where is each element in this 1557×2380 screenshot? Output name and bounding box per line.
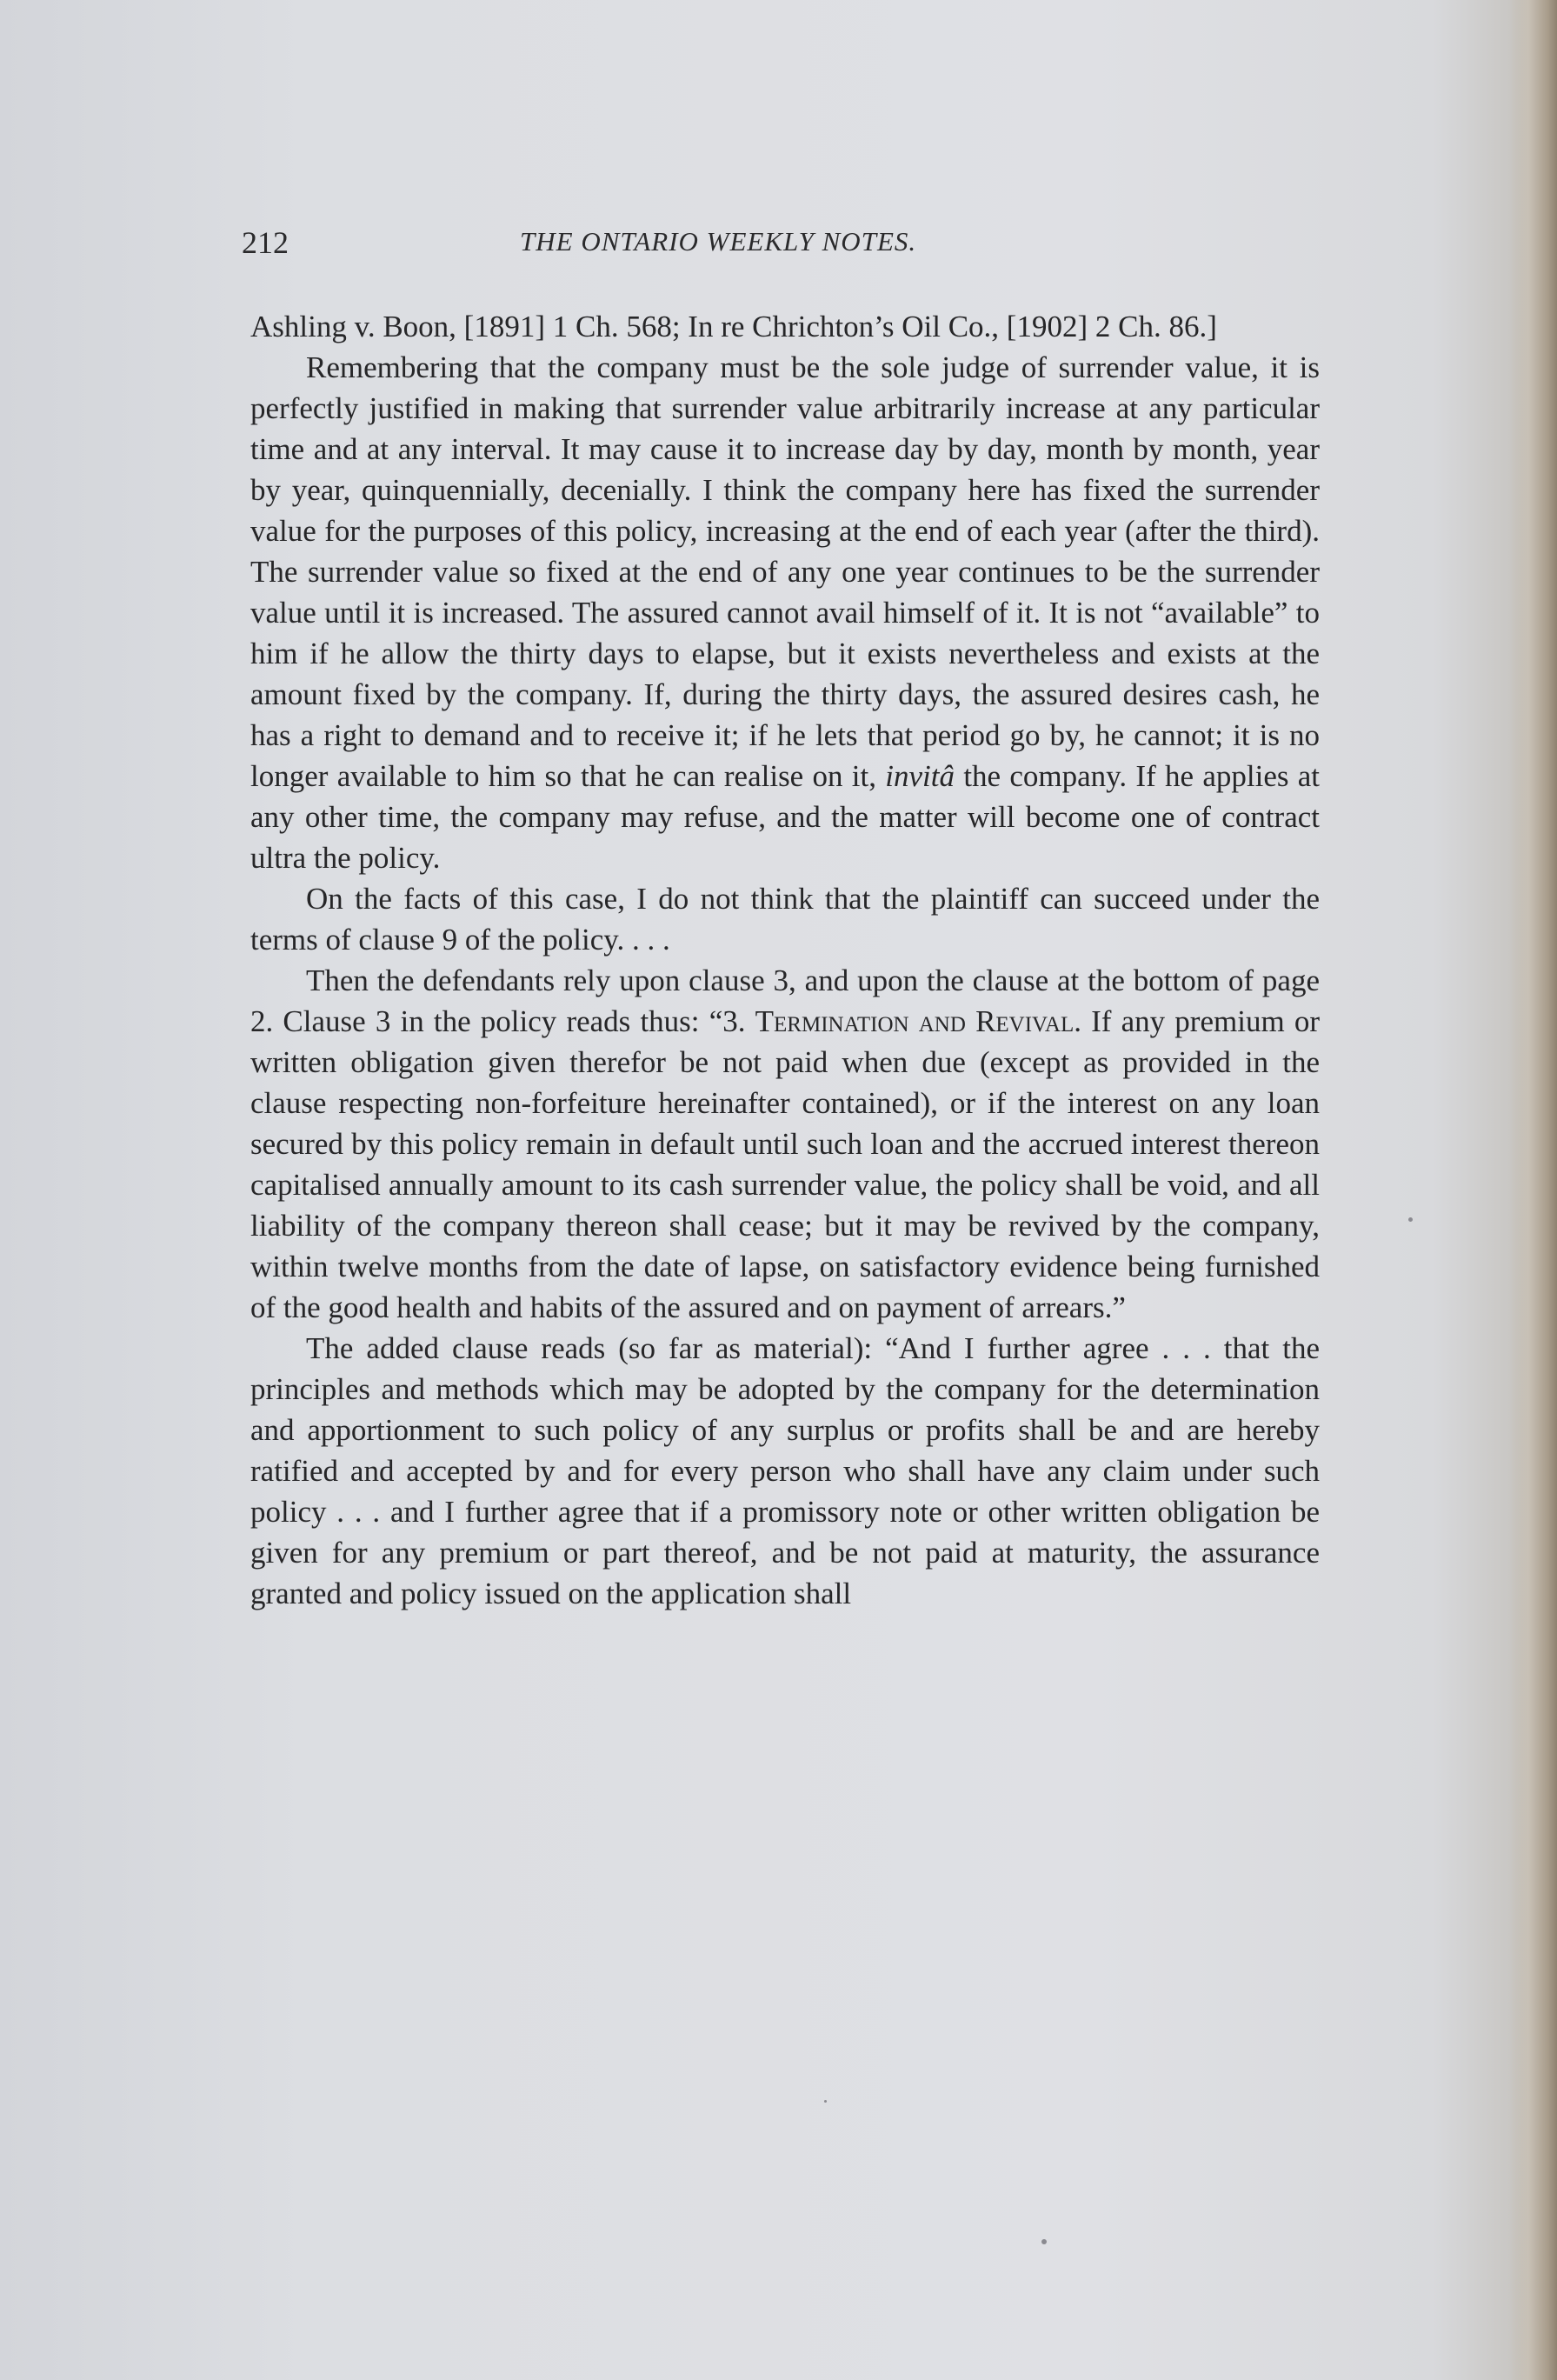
paper-speck xyxy=(1408,1217,1413,1222)
paragraph-clause-3 xyxy=(250,960,1320,1328)
running-title: THE ONTARIO WEEKLY NOTES. xyxy=(520,226,917,257)
clause-heading: Termination and Revival. xyxy=(755,1004,1081,1038)
page-number: 212 xyxy=(242,225,289,260)
paragraph-added-clause: The added clause reads (so far as material): “And I further agree . . . that the principles and methods which may be adopted by the company for the determination and apportionment to such policy of any surplus or profits shall be and are hereby ratified and accepted by and for every person who shall have any claim under such policy . . . and I further agree that if a promissory note or other written obligation be given for any premium or part thereof, and be not paid at maturity, the assurance granted and policy issued on the application shall xyxy=(250,1331,1320,1610)
page-edge-shadow xyxy=(1509,0,1557,2380)
paragraph-citation: Ashling v. Boon, [1891] 1 Ch. 568; In re Chrichton’s Oil Co., [1902] 2 Ch. 86.] xyxy=(250,310,1217,343)
paragraph-text: Remembering that the company must be the sole judge of surrender value, it is perfectly justified in making that surrender value arbitrarily increase at any particular time and at any interval. It may cause it to increase day by day, month by month, year by year, quinquennially, decenially. I think the company here has fixed the surrender value for the purposes of this policy, increasing at the end of each year (after the third). The surrender value so fixed at the end of any one year continues to be the surrender value until it is increased. The assured cannot avail himself of it. It is not “available” to him if he allow the thirty days to elapse, but it exists nevertheless and exists at the amount fixed by the company. If, during the thirty days, the assured desires cash, he has a right to demand and to receive it; if he lets that period go by, he cannot; it is no longer available to him so that he can realise on it, xyxy=(250,350,1320,793)
paragraph-text: Then the defendants rely upon clause 3, and upon the clause at the bottom of page 2. Clause 3 in the policy reads thus: “3. xyxy=(250,963,1320,1038)
page-header xyxy=(242,224,1320,268)
paragraph-text: the company. If he applies at any other time, the company may refuse, and the matter will become one of contract ultra the policy. xyxy=(250,759,1321,875)
italic-term: invitâ xyxy=(885,759,955,793)
body-text xyxy=(250,306,1320,1614)
paper-speck xyxy=(1041,2239,1047,2244)
paragraph-clause-9: On the facts of this case, I do not think that the plaintiff can succeed under the terms of clause 9 of the policy. . . . xyxy=(250,882,1320,957)
paper-speck xyxy=(824,2100,827,2103)
paragraph-surrender-value xyxy=(250,347,1320,878)
paragraph-text: If any premium or written obligation given therefor be not paid when due (except as provided in the clause respecting non-forfeiture hereinafter contained), or if the interest on any loan secured by this policy remain in default until such loan and the accrued interest thereon capitalised annually amount to its cash surrender value, the policy shall be void, and all liability of the company thereon shall cease; but it may be revived by the company, within twelve months from the date of lapse, on satisfactory evidence being furnished of the good health and habits of the assured and on payment of arrears.” xyxy=(250,1004,1320,1324)
